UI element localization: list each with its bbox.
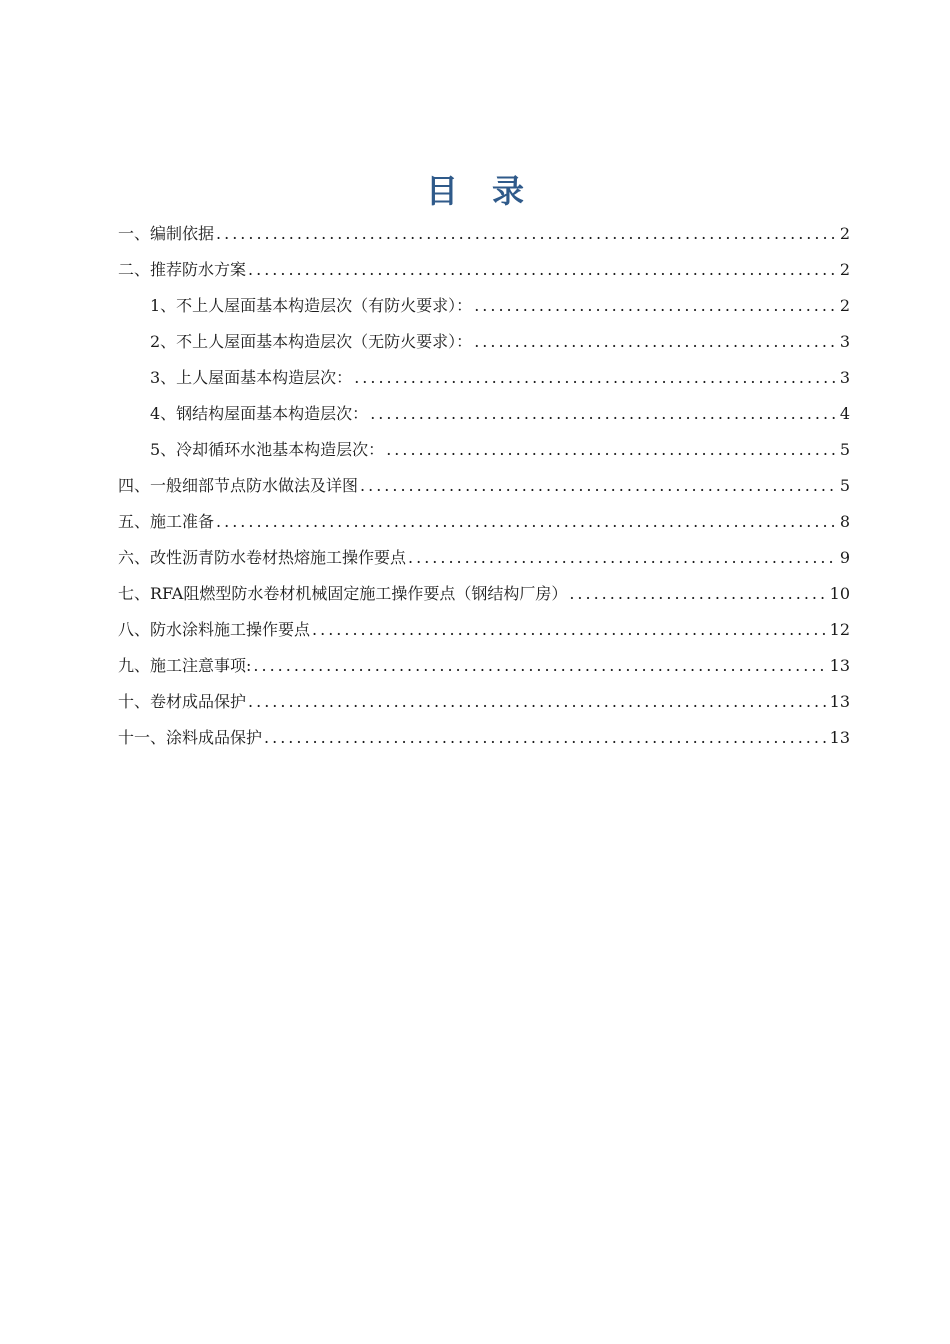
- toc-list: [118, 216, 850, 756]
- toc-entry[interactable]: [118, 648, 850, 684]
- toc-page-number: 5: [839, 440, 850, 459]
- toc-entry-text: 2、不上人屋面基本构造层次（无防火要求）：: [150, 332, 473, 351]
- toc-leader-dots: [312, 612, 828, 648]
- toc-leader-dots: [408, 540, 838, 576]
- toc-leader-dots: [370, 396, 838, 432]
- toc-entry-text: 二、推荐防水方案: [118, 260, 247, 279]
- toc-entry[interactable]: [118, 540, 850, 576]
- toc-entry-text: 九、施工注意事项:: [118, 656, 252, 675]
- toc-entry-text: 4、钢结构屋面基本构造层次：: [150, 404, 369, 423]
- toc-entry[interactable]: [118, 360, 850, 396]
- toc-entry[interactable]: [118, 288, 850, 324]
- toc-entry-text: 七、RFA阻燃型防水卷材机械固定施工操作要点（钢结构厂房）: [118, 584, 568, 603]
- toc-page-number: 4: [839, 404, 850, 423]
- toc-entry-text: 1、不上人屋面基本构造层次（有防火要求）：: [150, 296, 473, 315]
- toc-entry[interactable]: [118, 432, 850, 468]
- toc-entry-text: 四、一般细部节点防水做法及详图: [118, 476, 359, 495]
- toc-page-number: 10: [829, 584, 850, 603]
- toc-leader-dots: [474, 288, 838, 324]
- toc-page-number: 8: [839, 512, 850, 531]
- toc-entry[interactable]: [118, 576, 850, 612]
- toc-entry-text: 六、改性沥青防水卷材热熔施工操作要点: [118, 548, 407, 567]
- toc-leader-dots: [248, 684, 828, 720]
- toc-entry[interactable]: [118, 684, 850, 720]
- toc-leader-dots: [354, 360, 838, 396]
- toc-entry[interactable]: [118, 612, 850, 648]
- toc-page-number: 3: [839, 368, 850, 387]
- toc-entry-text: 十一、涂料成品保护: [118, 728, 263, 747]
- toc-entry-text: 五、施工准备: [118, 512, 215, 531]
- toc-leader-dots: [569, 576, 827, 612]
- toc-title: [0, 166, 950, 216]
- toc-entry-text: 十、卷材成品保护: [118, 692, 247, 711]
- toc-page-number: 13: [829, 728, 850, 747]
- toc-entry[interactable]: [118, 396, 850, 432]
- toc-leader-dots: [264, 720, 828, 756]
- toc-entry-text: 八、防水涂料施工操作要点: [118, 620, 311, 639]
- toc-entry[interactable]: [118, 720, 850, 756]
- toc-page-number: 2: [839, 296, 850, 315]
- toc-entry-text: 5、冷却循环水池基本构造层次：: [150, 440, 385, 459]
- toc-leader-dots: [386, 432, 838, 468]
- toc-leader-dots: [216, 504, 838, 540]
- toc-page-number: 2: [839, 260, 850, 279]
- toc-entry[interactable]: [118, 504, 850, 540]
- toc-entry-text: 一、编制依据: [118, 224, 215, 243]
- toc-page-number: 5: [839, 476, 850, 495]
- toc-entry[interactable]: [118, 468, 850, 504]
- toc-page-number: 2: [839, 224, 850, 243]
- toc-leader-dots: [360, 468, 838, 504]
- toc-page-number: 3: [839, 332, 850, 351]
- toc-page-number: 13: [829, 692, 850, 711]
- toc-entry[interactable]: [118, 324, 850, 360]
- toc-title-char-2: 录: [492, 172, 525, 210]
- toc-leader-dots: [253, 648, 827, 684]
- toc-page-number: 13: [829, 656, 850, 675]
- toc-entry[interactable]: [118, 252, 850, 288]
- toc-page-number: 9: [839, 548, 850, 567]
- toc-title-char-1: 目: [425, 172, 458, 210]
- toc-page-number: 12: [829, 620, 850, 639]
- toc-leader-dots: [474, 324, 838, 360]
- toc-leader-dots: [248, 252, 838, 288]
- toc-entry[interactable]: [118, 216, 850, 252]
- toc-leader-dots: [216, 216, 838, 252]
- toc-entry-text: 3、上人屋面基本构造层次：: [150, 368, 353, 387]
